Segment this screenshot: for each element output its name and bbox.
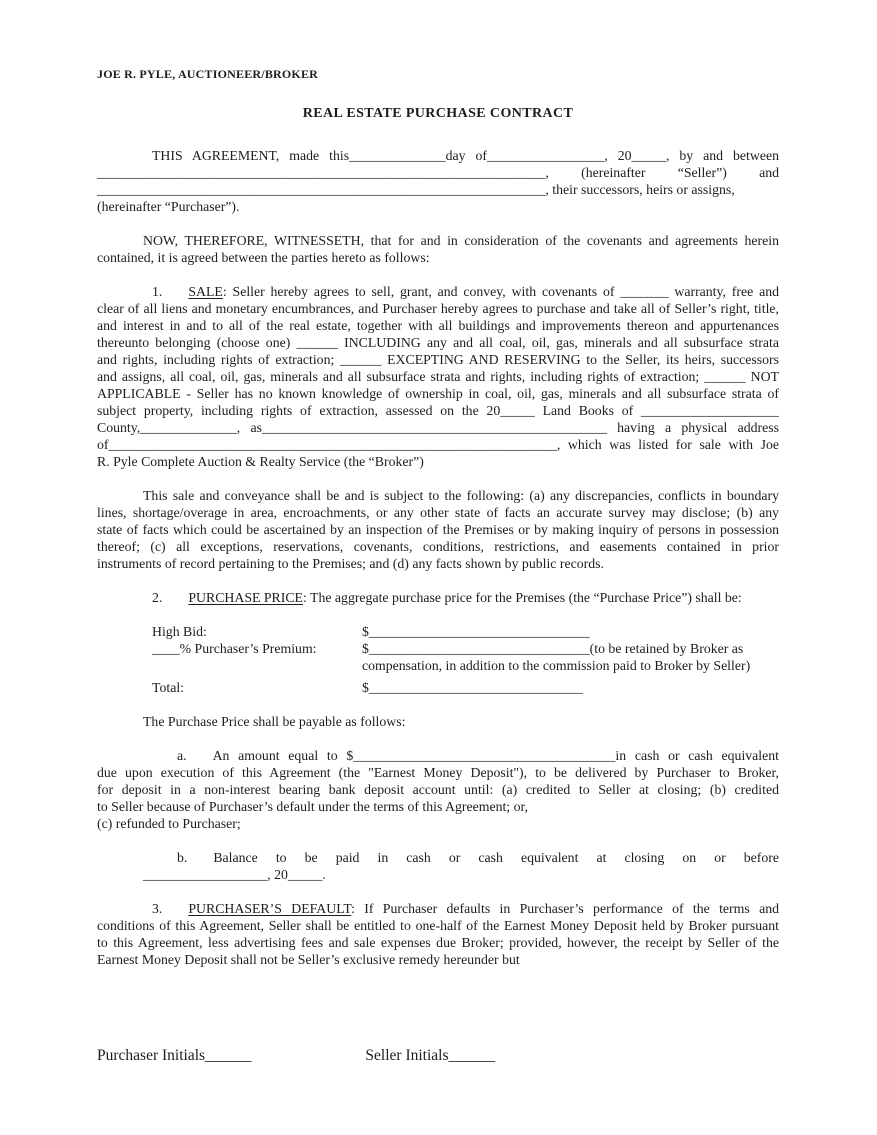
seller-initials-blank: Seller Initials______: [365, 1047, 495, 1064]
conveyance-line: lines, shortage/overage in area, encroachments, or any other state of facts an accurate survey may disclose; (b) any: [97, 505, 779, 520]
section-heading: PURCHASE PRICE: [188, 590, 303, 605]
section-3-heading-line: [97, 900, 779, 917]
section-3-line: to this Agreement, less advertising fees and sale expenses due Broker; provided, however, the receipt by Seller of the: [97, 935, 779, 950]
price-amount-blank: $________________________________(to be retained by Broker as: [362, 641, 744, 656]
price-row-premium-note: [152, 657, 779, 674]
section-number: 1.: [152, 284, 163, 299]
price-row-high-bid: [152, 623, 779, 640]
section-1-line: and interest in and to all of the real estate, together with all buildings and improvements thereon and appurtenances: [97, 318, 779, 333]
payable-intro-line: The Purchase Price shall be payable as follows:: [143, 714, 406, 729]
section-number: 2.: [152, 590, 163, 605]
section-2-purchase-price: [97, 589, 779, 606]
conveyance-line: thereof; (c) all exceptions, reservations, covenants, conditions, restrictions, and easements contained in prior: [97, 539, 779, 554]
section-1-line: subject property, including rights of extraction, assessed on the 20_____ Land Books of ____________________: [97, 403, 779, 418]
intro-paragraph: [97, 147, 779, 215]
contract-body: [97, 0, 779, 985]
witnesseth-line: contained, it is agreed between the parties hereto as follows:: [97, 250, 430, 265]
section-1-line: and rights, including rights of extraction; ______ EXCEPTING AND RESERVING to the Seller, its heirs, successors: [97, 352, 779, 367]
section-1-line: of_________________________________________________________________, which was listed for sale with Joe: [97, 437, 779, 452]
clause-a-line: to Seller because of Purchaser’s default under the terms of this Agreement; or,: [97, 799, 528, 814]
clause-lead-text: An amount equal to $______________________________________in cash or cash equivalent: [212, 748, 779, 763]
price-label: [152, 657, 362, 674]
clause-a-line: (c) refunded to Purchaser;: [97, 816, 241, 831]
price-label: ____% Purchaser’s Premium:: [152, 641, 317, 656]
price-row-premium: [152, 640, 779, 657]
clause-letter: a.: [177, 748, 187, 763]
intro-line: THIS AGREEMENT, made this______________day of_________________, 20_____, by and between: [152, 148, 779, 163]
section-3-line: Earnest Money Deposit shall not be Seller’s exclusive remedy hereunder but: [97, 952, 520, 967]
witnesseth-paragraph: [97, 232, 779, 266]
section-heading: PURCHASER’S DEFAULT: [188, 901, 352, 916]
clause-b-balance: [97, 849, 779, 883]
section-lead-text: : If Purchaser defaults in Purchaser’s performance of the terms and: [351, 901, 779, 916]
price-amount-blank: $_______________________________: [362, 680, 583, 695]
witnesseth-line: NOW, THEREFORE, WITNESSETH, that for and in consideration of the covenants and agreements herein: [143, 233, 779, 248]
clause-letter: b.: [177, 850, 188, 865]
clause-lead-text: Balance to be paid in cash or cash equivalent at closing on or before: [213, 850, 779, 865]
section-heading: SALE: [188, 284, 223, 299]
section-number: 3.: [152, 901, 163, 916]
intro-line: (hereinafter “Purchaser”).: [97, 199, 240, 214]
section-lead-text: : Seller hereby agrees to sell, grant, and convey, with covenants of _______ warranty, free and: [222, 284, 779, 299]
seller-name-blank-line: _________________________________________________________________, (hereinafter “Seller”) and: [97, 165, 779, 180]
clause-a-earnest-money: [97, 747, 779, 832]
clause-a-heading-line: [97, 747, 779, 764]
section-3-purchasers-default: [97, 900, 779, 968]
conveyance-line: state of facts which could be ascertained by an inspection of the Premises or by making inquiry of persons in possession: [97, 522, 779, 537]
section-2-heading-line: [97, 589, 779, 606]
conveyance-line: instruments of record pertaining to the Premises; and (d) any facts shown by public records.: [97, 556, 604, 571]
section-3-line: conditions of this Agreement, Seller shall be entitled to one-half of the Earnest Money Deposit held by Broker pursuant: [97, 918, 779, 933]
section-1-line: thereunto belonging (choose one) ______ INCLUDING any and all coal, oil, gas, minerals and all subsurface strata: [97, 335, 779, 350]
section-1-line: County,______________, as__________________________________________________ having a physical address: [97, 420, 779, 435]
section-1-line: R. Pyle Complete Auction & Realty Service (the “Broker”): [97, 454, 424, 469]
price-label: Total:: [152, 680, 184, 695]
section-1-heading-line: [97, 283, 779, 300]
conveyance-paragraph: [97, 487, 779, 572]
purchaser-initials-blank: Purchaser Initials______: [97, 1047, 252, 1064]
price-label: High Bid:: [152, 624, 207, 639]
section-lead-text: : The aggregate purchase price for the Premises (the “Purchase Price”) shall be:: [302, 590, 742, 605]
section-1-line: clear of all liens and monetary encumbrances, and Purchaser hereby agrees to purchase and take all of Seller’s right, title,: [97, 301, 779, 316]
clause-a-line: for deposit in a non-interest bearing bank deposit account until: (a) credited to Seller at closing; (b) credited: [97, 782, 779, 797]
page-title: REAL ESTATE PURCHASE CONTRACT: [302, 106, 574, 121]
clause-a-line: due upon execution of this Agreement (the "Earnest Money Deposit"), to be delivered by Purchaser to Broker,: [97, 765, 779, 780]
broker-header: JOE R. PYLE, AUCTIONEER/BROKER: [97, 67, 319, 81]
conveyance-line: This sale and conveyance shall be and is subject to the following: (a) any discrepancies, conflicts in boundary: [143, 488, 779, 503]
closing-date-blank-line: __________________, 20_____.: [143, 867, 326, 882]
initials-footer: [97, 1046, 495, 1066]
section-1-line: APPLICABLE - Seller has no known knowledge of ownership in coal, oil, gas, minerals and all subsurface strata of: [97, 386, 779, 401]
price-note-text: compensation, in addition to the commission paid to Broker by Seller): [362, 658, 751, 673]
purchase-price-table: [97, 623, 779, 696]
price-amount-blank: $________________________________: [362, 624, 590, 639]
price-row-total: [152, 679, 779, 696]
payable-intro-paragraph: [97, 713, 779, 730]
purchaser-name-blank-line: _________________________________________________________________, their successors, heirs or assigns,: [97, 182, 735, 197]
clause-b-heading-line: [97, 849, 779, 866]
section-1-line: and assigns, all coal, oil, gas, minerals and all subsurface strata and rights, including rights of extraction; ______ NOT: [97, 369, 779, 384]
section-1-sale: [97, 283, 779, 470]
